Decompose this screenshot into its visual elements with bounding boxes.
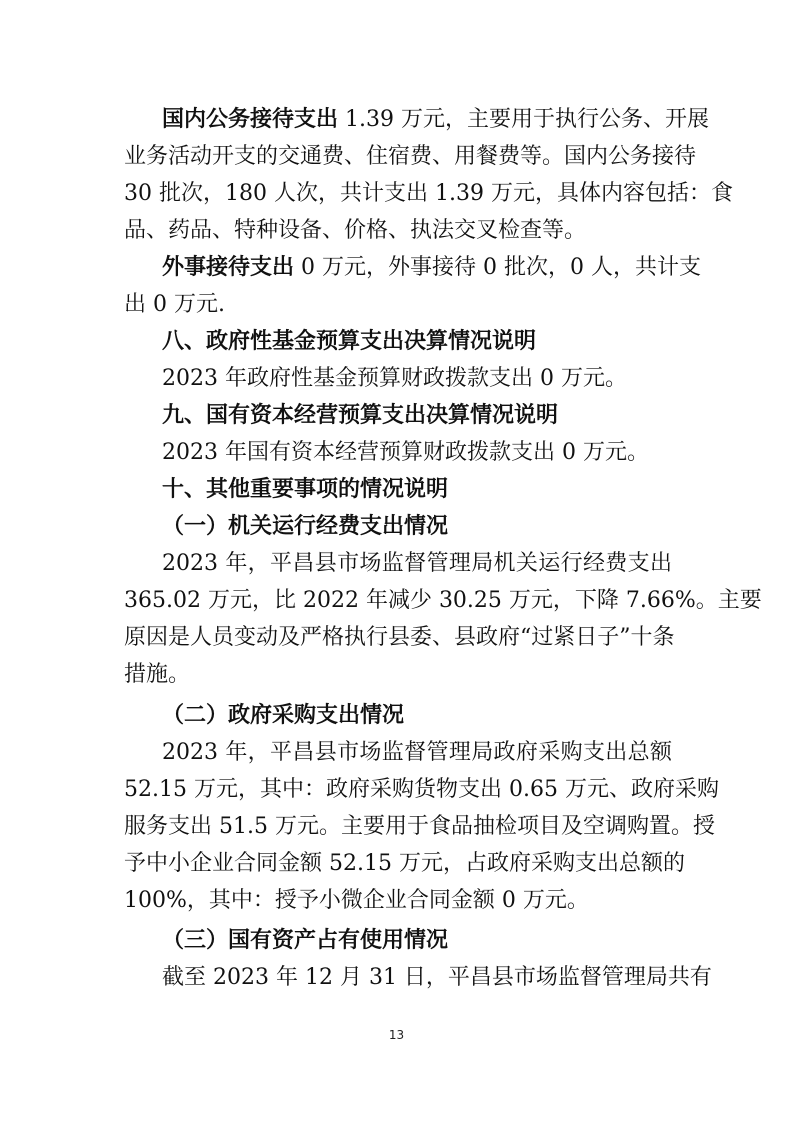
subsection-2-line-2: 52.15 万元，其中：政府采购货物支出 0.65 万元、政府采购 <box>124 777 719 802</box>
subsection-2-line-4: 予中小企业合同金额 52.15 万元，占政府采购支出总额的 <box>124 851 685 876</box>
domestic-reception-line-1 <box>162 107 709 133</box>
subsection-1-line-1: 2023 年，平昌县市场监督管理局机关运行经费支出 <box>162 551 672 576</box>
section-8-heading: 八、政府性基金预算支出决算情况说明 <box>162 329 537 354</box>
section-10-heading: 十、其他重要事项的情况说明 <box>162 477 449 502</box>
subsection-2-line-1: 2023 年，平昌县市场监督管理局政府采购支出总额 <box>162 740 672 765</box>
subsection-2-heading: （二）政府采购支出情况 <box>162 703 405 728</box>
foreign-reception-line-1 <box>162 255 701 281</box>
section-9-heading: 九、国有资本经营预算支出决算情况说明 <box>162 403 559 428</box>
subsection-1-line-3: 原因是人员变动及严格执行县委、县政府“过紧日子”十条 <box>124 625 675 650</box>
subsection-1-heading: （一）机关运行经费支出情况 <box>162 514 449 539</box>
subsection-1-line-4: 措施。 <box>124 662 191 687</box>
domestic-reception-line-4: 品、药品、特种设备、价格、执法交叉检查等。 <box>124 218 587 243</box>
foreign-reception-text: 0 万元，外事接待 0 批次，0 人，共计支 <box>294 255 701 280</box>
subsection-3-heading: （三）国有资产占有使用情况 <box>162 928 449 953</box>
domestic-reception-line-2: 业务活动开支的交通费、住宿费、用餐费等。国内公务接待 <box>124 144 697 169</box>
domestic-reception-line-3: 30 批次，180 人次，共计支出 1.39 万元，具体内容包括：食 <box>124 181 733 206</box>
section-9-text: 2023 年国有资本经营预算财政拨款支出 0 万元。 <box>162 440 649 465</box>
page-number: 13 <box>388 1028 405 1042</box>
foreign-reception-lead: 外事接待支出 <box>162 255 295 280</box>
subsection-2-line-5: 100%，其中：授予小微企业合同金额 0 万元。 <box>124 888 589 913</box>
subsection-1-line-2: 365.02 万元，比 2022 年减少 30.25 万元，下降 7.66%。主要 <box>124 588 762 613</box>
foreign-reception-line-2: 出 0 万元. <box>124 292 225 317</box>
subsection-2-line-3: 服务支出 51.5 万元。主要用于食品抽检项目及空调购置。授 <box>124 814 715 839</box>
subsection-3-line-1: 截至 2023 年 12 月 31 日，平昌县市场监督管理局共有 <box>162 965 712 990</box>
domestic-reception-text: 1.39 万元，主要用于执行公务、开展 <box>338 107 709 132</box>
section-8-text: 2023 年政府性基金预算财政拨款支出 0 万元。 <box>162 366 627 391</box>
domestic-reception-lead: 国内公务接待支出 <box>162 107 339 132</box>
